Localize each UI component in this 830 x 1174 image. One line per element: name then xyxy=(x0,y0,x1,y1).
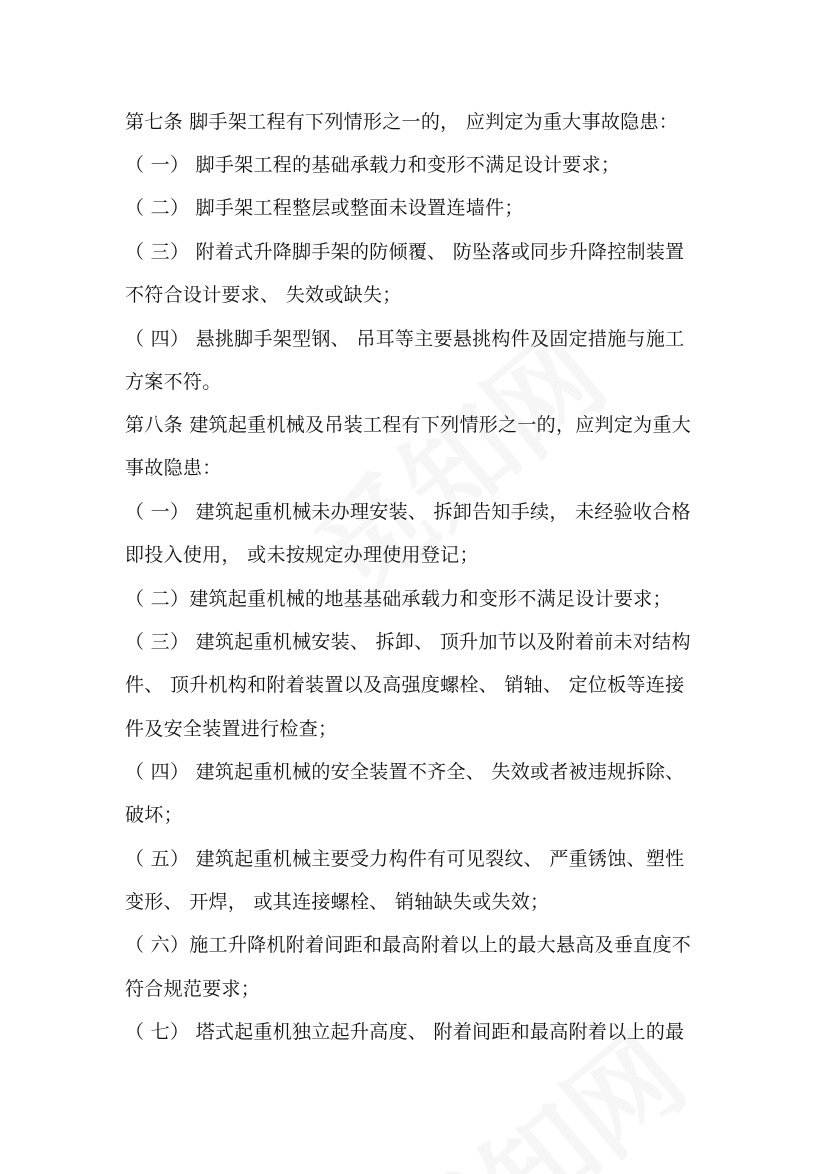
text-line: （ 六）施工升降机附着间距和最高附着以上的最大悬高及垂直度不 xyxy=(125,934,692,956)
text-line: 变形、 开焊， 或其连接螺栓、 销轴缺失或失效； xyxy=(125,891,550,913)
text-line: 不符合设计要求、 失效或缺失； xyxy=(125,284,402,306)
article-7-heading: 第七条 脚手架工程有下列情形之一的， 应判定为重大事故隐患： xyxy=(125,111,679,133)
text-line: （ 七） 塔式起重机独立起升高度、 附着间距和最高附着以上的最 xyxy=(125,1021,685,1043)
text-line: 件、 顶升机构和附着装置以及高强度螺栓、 销轴、 定位板等连接 xyxy=(125,674,685,696)
text-line: 事故隐患： xyxy=(125,457,222,479)
text-line: 件及安全装置进行检查； xyxy=(125,718,338,740)
text-line: 即投入使用， 或未按规定办理使用登记； xyxy=(125,544,479,566)
text-line: （ 四） 悬挑脚手架型钢、 吊耳等主要悬挑构件及固定措施与施工 xyxy=(125,328,685,350)
text-line: （ 五） 建筑起重机械主要受力构件有可见裂纹、 严重锈蚀、塑性 xyxy=(125,848,685,870)
text-line: （ 二）建筑起重机械的地基基础承载力和变形不满足设计要求； xyxy=(125,588,672,610)
text-line: 符合规范要求； xyxy=(125,978,261,1000)
text-line: （ 三） 建筑起重机械安装、 拆卸、 顶升加节以及附着前未对结构 xyxy=(125,631,691,653)
article-8-heading: 第八条 建筑起重机械及吊装工程有下列情形之一的，应判定为重大 xyxy=(125,414,692,436)
text-line: （ 二） 脚手架工程整层或整面未设置连墙件； xyxy=(125,197,524,219)
text-line: 破坏； xyxy=(125,804,183,826)
text-line: （ 三） 附着式升降脚手架的防倾覆、 防坠落或同步升降控制装置 xyxy=(125,241,685,263)
text-line: （ 四） 建筑起重机械的安全装置不齐全、 失效或者被违规拆除、 xyxy=(125,761,685,783)
text-line: （ 一） 建筑起重机械未办理安装、 拆卸告知手续， 未经验收合格 xyxy=(125,501,691,523)
text-line: （ 一） 脚手架工程的基础承载力和变形不满足设计要求； xyxy=(125,154,621,176)
text-line: 方案不符。 xyxy=(125,371,222,393)
